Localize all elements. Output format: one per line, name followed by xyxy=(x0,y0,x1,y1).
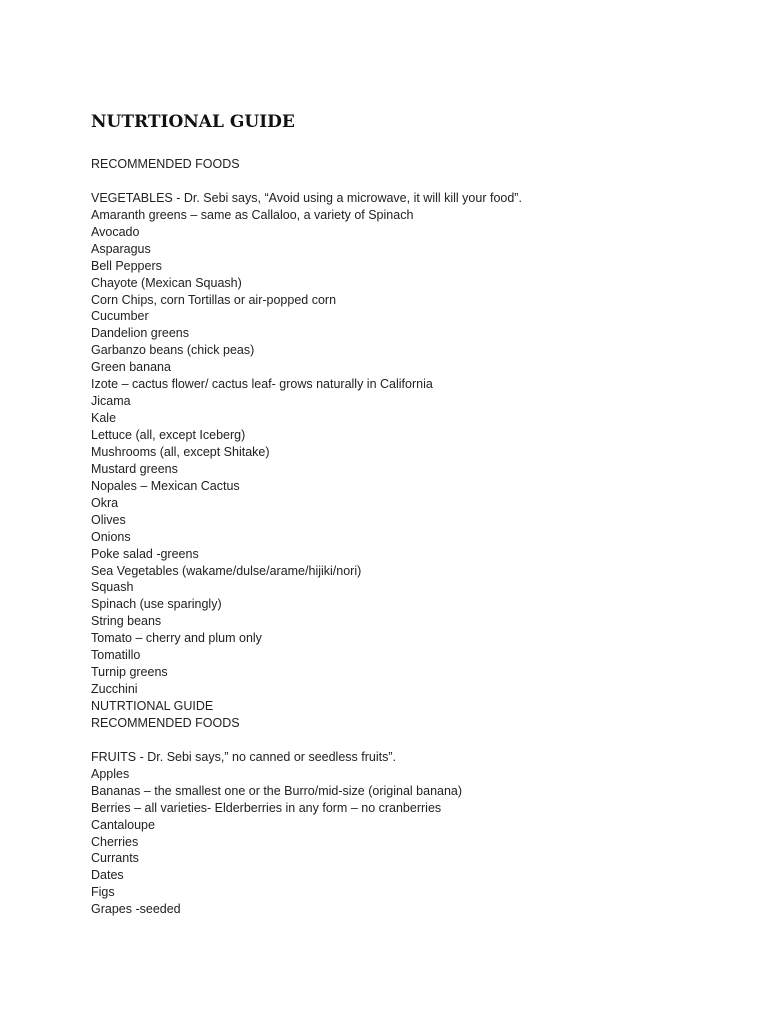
text-line: Squash xyxy=(91,580,134,595)
text-line: Dandelion greens xyxy=(91,326,189,341)
text-line: VEGETABLES - Dr. Sebi says, “Avoid using a microwave, it will kill your food”. xyxy=(91,190,522,205)
text-line: Nopales – Mexican Cactus xyxy=(91,478,240,493)
text-line: Mushrooms (all, except Shitake) xyxy=(91,444,270,459)
text-line: RECOMMENDED FOODS xyxy=(91,157,240,171)
text-line: Green banana xyxy=(91,360,171,375)
text-line: Zucchini xyxy=(91,682,138,697)
text-line: Kale xyxy=(91,411,117,426)
text-line: FRUITS - Dr. Sebi says,” no canned or seedless fruits”. xyxy=(91,749,396,764)
text-line: NUTRTIONAL GUIDE xyxy=(91,699,214,713)
text-line: Izote – cactus flower/ cactus leaf- grows naturally in California xyxy=(91,377,433,392)
text-line: Spinach (use sparingly) xyxy=(91,597,222,612)
text-line: RECOMMENDED FOODS xyxy=(91,715,240,730)
document-title: NUTRTIONAL GUIDE xyxy=(91,112,295,132)
text-line: Currants xyxy=(91,851,139,866)
text-line: Mustard greens xyxy=(91,461,178,476)
text-line: Lettuce (all, except Iceberg) xyxy=(91,428,246,442)
text-line: Bananas – the smallest one or the Burro/mid-size (original banana) xyxy=(91,783,463,798)
text-line: Berries – all varieties- Elderberries in any form – no cranberries xyxy=(91,800,442,815)
text-line: Okra xyxy=(91,495,119,510)
text-line: Figs xyxy=(91,885,115,900)
blank-line xyxy=(91,173,522,190)
text-line: Garbanzo beans (chick peas) xyxy=(91,343,255,358)
text-line: Tomatillo xyxy=(91,648,141,663)
text-line: Turnip greens xyxy=(91,665,168,680)
text-line: Olives xyxy=(91,512,126,527)
text-line: Asparagus xyxy=(91,241,151,256)
text-line: Chayote (Mexican Squash) xyxy=(91,275,242,290)
text-line: String beans xyxy=(91,614,162,629)
text-line: Poke salad -greens xyxy=(91,546,199,561)
blank-line xyxy=(91,732,522,749)
text-line: Apples xyxy=(91,766,130,781)
text-line: Cherries xyxy=(91,834,139,849)
text-line: Avocado xyxy=(91,224,140,239)
text-line: Cantaloupe xyxy=(91,817,155,832)
text-line: Onions xyxy=(91,529,131,544)
text-line: Jicama xyxy=(91,394,131,409)
text-line: Dates xyxy=(91,868,124,883)
text-line: Grapes -seeded xyxy=(91,902,181,917)
text-line: Sea Vegetables (wakame/dulse/arame/hijiki/nori) xyxy=(91,563,362,578)
text-line: Bell Peppers xyxy=(91,258,162,273)
text-line: Amaranth greens – same as Callaloo, a variety of Spinach xyxy=(91,207,414,222)
text-line: Corn Chips, corn Tortillas or air-popped corn xyxy=(91,292,337,307)
text-line: Cucumber xyxy=(91,309,149,324)
text-line: Tomato – cherry and plum only xyxy=(91,631,262,646)
document-body xyxy=(91,156,522,918)
